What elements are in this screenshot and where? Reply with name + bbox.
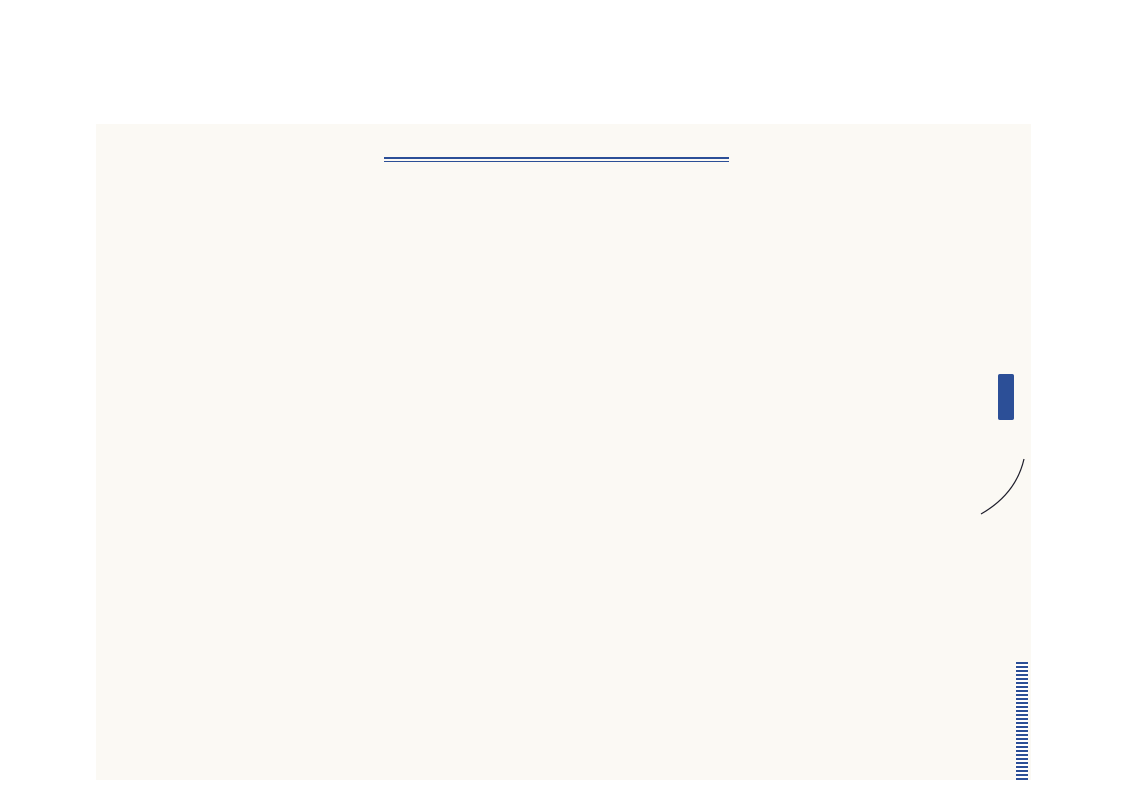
title-underline bbox=[384, 157, 729, 159]
barcode bbox=[1016, 662, 1028, 780]
title-underline-thin bbox=[384, 161, 729, 162]
side-stamp bbox=[998, 374, 1014, 420]
handwritten-arc bbox=[976, 454, 1031, 524]
ledger-sheet bbox=[96, 124, 1031, 780]
